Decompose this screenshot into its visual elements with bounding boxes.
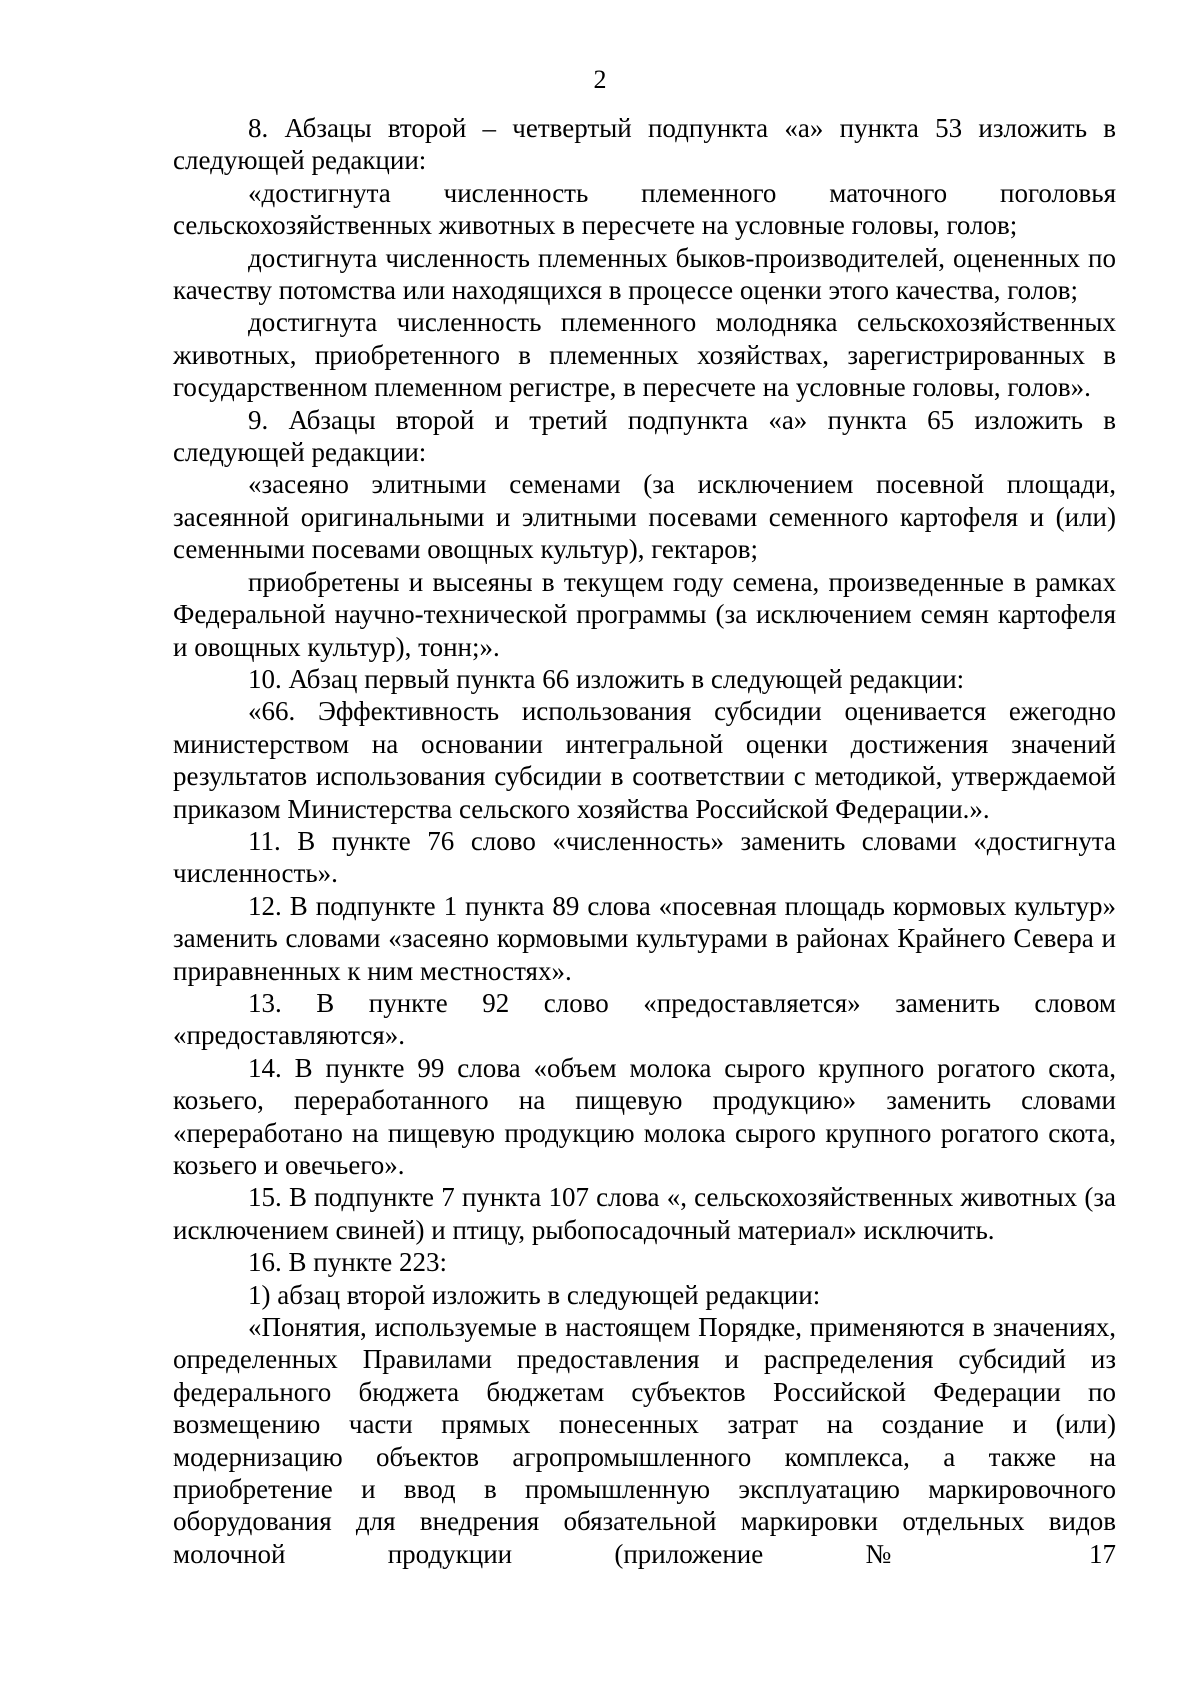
paragraph-quote-young-stock: достигнута численность племенного молодняка сельскохозяйственных животных, приобретенного в племенных хозяйствах, зарегистрированных в государственном племенном регистре, в пересчете на условные головы, голов». xyxy=(173,307,1116,403)
paragraph-quote-seeds-program: приобретены и высеяны в текущем году семена, произведенные в рамках Федеральной научно-технической программы (за исключением семян картофеля и овощных культур), тонн;». xyxy=(173,566,1116,662)
paragraph-quote-66: «66. Эффективность использования субсидии оценивается ежегодно министерством на основании интегральной оценки достижения значений результатов использования субсидии в соответствии с методикой, утверждаемой приказом Министерства сельского хозяйства Российской Федерации.». xyxy=(173,696,1116,824)
paragraph-item-13: 13. В пункте 92 слово «предоставляется» заменить словом «предоставляются». xyxy=(173,987,1116,1051)
paragraph-quote-elite-seeds: «засеяно элитными семенами (за исключением посевной площади, засеянной оригинальными и элитными посевами семенного картофеля и (или) семенными посевами овощных культур), гектаров; xyxy=(173,469,1116,565)
paragraph-item-14: 14. В пункте 99 слова «объем молока сырого крупного рогатого скота, козьего, переработанного на пищевую продукцию» заменить словами «переработано на пищевую продукцию молока сырого крупного рогатого скота, козьего и овечьего». xyxy=(173,1052,1116,1180)
paragraph-quote-breeding-stock: «достигнута численность племенного маточного поголовья сельскохозяйственных животных в пересчете на условные головы, голов; xyxy=(173,177,1116,241)
page-number: 2 xyxy=(593,65,607,94)
paragraph-item-12: 12. В подпункте 1 пункта 89 слова «посевная площадь кормовых культур» заменить словами «засеяно кормовыми культурами в районах Крайнего Севера и приравненных к ним местностях». xyxy=(173,890,1116,986)
paragraph-item-11: 11. В пункте 76 слово «численность» заменить словами «достигнута численность». xyxy=(173,825,1116,889)
paragraph-subitem-1: 1) абзац второй изложить в следующей редакции: xyxy=(248,1279,821,1310)
paragraph-item-10: 10. Абзац первый пункта 66 изложить в следующей редакции: xyxy=(248,663,965,694)
paragraph-quote-bulls: достигнута численность племенных быков-производителей, оцененных по качеству потомства или находящихся в процессе оценки этого качества, голов; xyxy=(173,242,1116,306)
paragraph-item-8: 8. Абзацы второй – четвертый подпункта «а» пункта 53 изложить в следующей редакции: xyxy=(173,113,1116,176)
paragraph-item-9: 9. Абзацы второй и третий подпункта «а» пункта 65 изложить в следующей редакции: xyxy=(173,404,1116,468)
paragraph-item-16: 16. В пункте 223: xyxy=(248,1247,447,1278)
paragraph-quote-definitions: «Понятия, используемые в настоящем Порядке, применяются в значениях, определенных Правилами предоставления и распределения субсидий из федерального бюджета бюджетам субъектов Российской Федерации по возмещению части прямых понесенных затрат на создание и (или) модернизацию объектов агропромышленного комплекса, а также на приобретение и ввод в промышленную эксплуатацию маркировочного оборудования для внедрения обязательной маркировки отдельных видов молочной продукции (приложение № 17 xyxy=(173,1312,1116,1569)
paragraph-item-15: 15. В подпункте 7 пункта 107 слова «, сельскохозяйственных животных (за исключением свиней) и птицу, рыбопосадочный материал» исключить. xyxy=(173,1182,1116,1245)
document-body xyxy=(173,112,1116,1570)
